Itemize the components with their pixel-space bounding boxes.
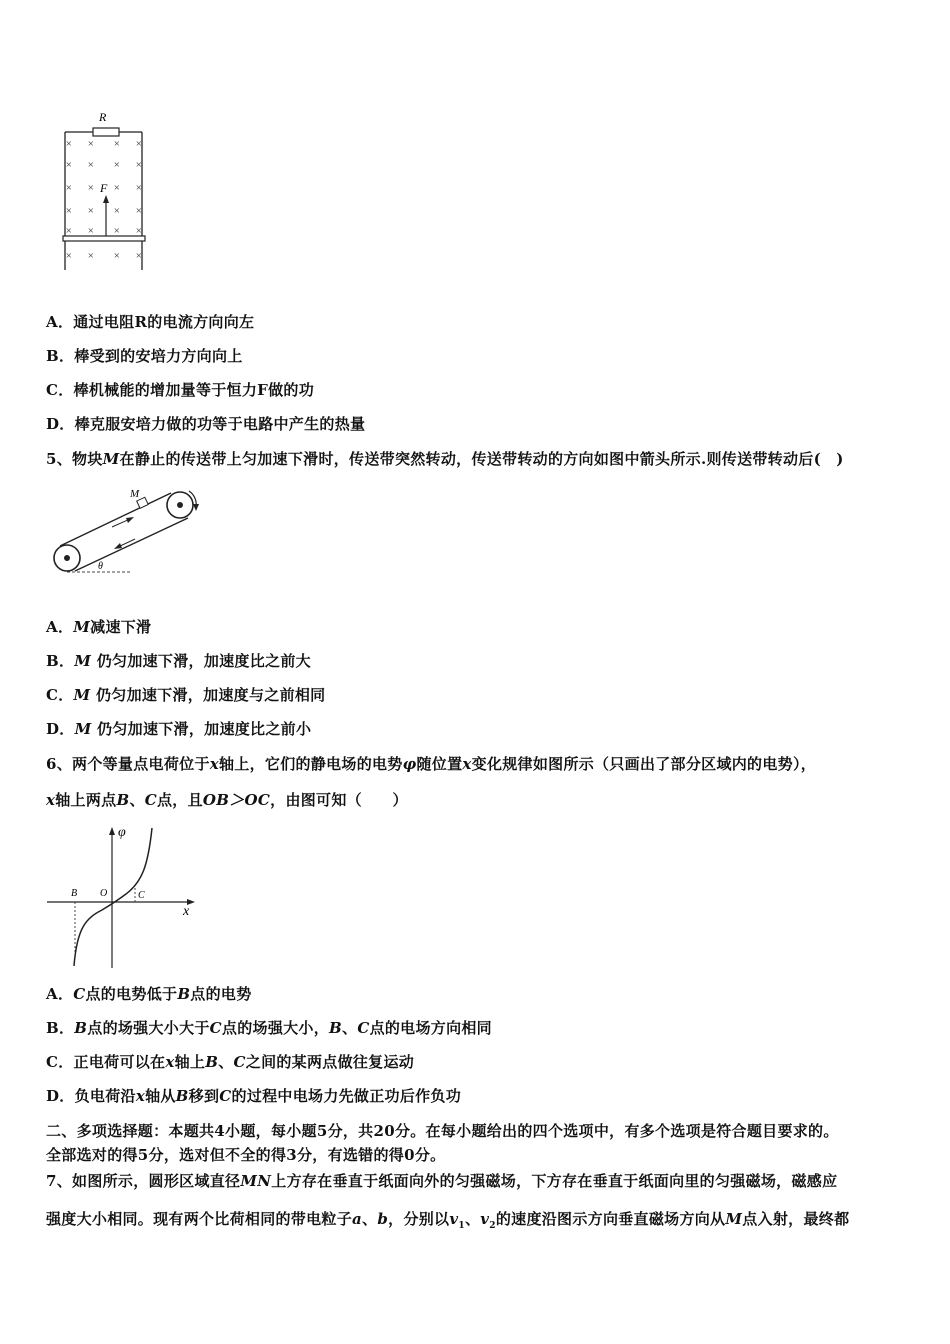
svg-text:×: × [113,159,121,171]
svg-text:×: × [65,225,73,237]
svg-text:×: × [113,138,121,150]
svg-text:×: × [65,250,73,262]
conducting-rod [63,236,145,241]
svg-text:×: × [87,138,95,150]
q6-option-c: C．正电荷可以在x轴上B、C之间的某两点做往复运动 [46,1053,415,1071]
svg-text:×: × [113,250,121,262]
svg-text:×: × [135,138,143,150]
figure-conveyor-belt [50,482,210,577]
svg-text:×: × [65,182,73,194]
q4-option-b [46,345,243,366]
q5-option-d: D．M 仍匀加速下滑，加速度比之前小 [46,720,312,738]
svg-text:×: × [135,182,143,194]
q7-stem-line2: 强度大小相同。现有两个比荷相同的带电粒子a、b，分别以$v_1$、$v_2$的速度沿图示方向垂直磁场方向从M点入射，最终都 [46,1210,850,1231]
svg-text:×: × [113,205,121,217]
label-R: R [99,110,107,124]
q7-stem-line1: 7、如图所示，圆形区域直径MN上方存在垂直于纸面向外的匀强磁场，下方存在垂直于纸面向里的匀强磁场，磁感应 [46,1172,838,1190]
q4-option-a [46,311,254,332]
svg-text:×: × [87,250,95,262]
svg-text:×: × [135,159,143,171]
label-F: F [100,181,108,195]
section2-heading-line2: 全部选对的得5分，选对但不全的得3分，有选错的得0分。 [46,1146,446,1164]
label-C: C [138,890,145,901]
magnetic-field-crosses [65,138,142,262]
q6-option-d: D．负电荷沿x轴从B移到C的过程中电场力先做正功后作负功 [46,1087,462,1105]
option-letter: A． [46,313,74,331]
option-letter: B． [46,347,75,365]
svg-text:×: × [87,159,95,171]
resistor-R [93,128,119,136]
q5-option-a: A．M减速下滑 [46,618,152,636]
svg-text:×: × [65,159,73,171]
label-O: O [100,888,108,899]
label-theta: θ [98,561,103,572]
svg-text:×: × [87,225,95,237]
figure-rail-circuit [55,105,155,275]
q6-stem-line2: x轴上两点B、C点，且OB＞OC，由图可知（ ） [46,791,408,809]
svg-text:×: × [135,205,143,217]
svg-text:×: × [65,205,73,217]
rail-circuit-diagram [55,105,155,275]
q6-option-a: A．C点的电势低于B点的电势 [46,985,252,1003]
section2-heading-line1: 二、多项选择题：本题共4小题，每小题5分，共20分。在每小题给出的四个选项中，有多个选项是符合题目要求的。 [46,1122,839,1140]
label-M: M [130,488,140,500]
svg-text:×: × [65,138,73,150]
option-letter: C． [46,381,74,399]
option-letter: D． [46,415,75,433]
svg-text:×: × [135,225,143,237]
svg-text:×: × [113,225,121,237]
svg-text:×: × [135,250,143,262]
label-x: x [183,904,190,919]
option-text: 棒机械能的增加量等于恒力F做的功 [73,381,314,399]
option-text: 棒受到的安培力方向向上 [74,347,243,365]
q5-stem: 5、物块M在静止的传送带上匀加速下滑时，传送带突然转动，传送带转动的方向如图中箭头所示.则传送带转动后( ) [46,450,844,468]
svg-text:×: × [87,205,95,217]
figure-potential-graph [44,818,204,973]
q4-option-c [46,379,314,400]
potential-graph [44,818,204,973]
q6-stem-line1: 6、两个等量点电荷位于x轴上，它们的静电场的电势φ随位置x变化规律如图所示（只画出了部分区域内的电势）， [46,755,817,773]
svg-text:×: × [113,182,121,194]
label-phi: φ [118,825,126,840]
label-B: B [71,888,78,899]
option-text: 通过电阻R的电流方向向左 [73,313,255,331]
q4-option-d [46,413,365,434]
q5-option-c: C．M 仍匀加速下滑，加速度与之前相同 [46,686,326,704]
svg-text:×: × [87,182,95,194]
conveyor-diagram [50,482,210,577]
option-text: 棒克服安培力做的功等于电路中产生的热量 [74,415,366,433]
q5-option-b: B．M 仍匀加速下滑，加速度比之前大 [46,652,311,670]
q6-option-b: B．B点的场强大小大于C点的场强大小，B、C点的电场方向相同 [46,1019,492,1037]
